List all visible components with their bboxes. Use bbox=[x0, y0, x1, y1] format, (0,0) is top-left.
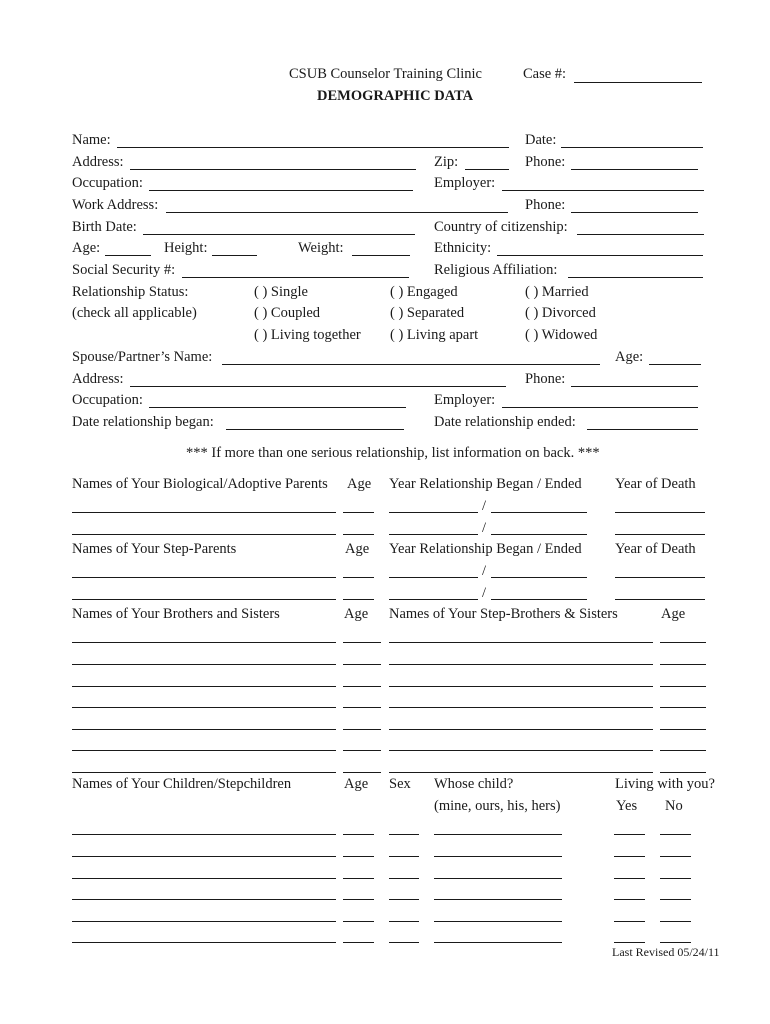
work-phone-label: Phone: bbox=[525, 197, 566, 213]
step-sibling-name-field[interactable] bbox=[389, 772, 653, 773]
step-parents-names-header: Names of Your Step-Parents bbox=[72, 541, 237, 557]
spouse-phone-field[interactable] bbox=[571, 386, 698, 387]
name-label: Name: bbox=[72, 132, 111, 148]
name-field[interactable] bbox=[72, 512, 336, 513]
sibling-age-field[interactable] bbox=[343, 707, 381, 708]
siblings-age-header: Age bbox=[344, 606, 369, 622]
step-sibling-age-field[interactable] bbox=[660, 664, 706, 665]
birth-date-label: Birth Date: bbox=[72, 219, 137, 235]
year-separator: / bbox=[482, 498, 487, 514]
child-sex-field[interactable] bbox=[389, 834, 419, 835]
spouse-phone-label: Phone: bbox=[525, 371, 566, 387]
height-field[interactable] bbox=[212, 255, 257, 256]
employer-label: Employer: bbox=[434, 175, 496, 191]
siblings-names-header: Names of Your Brothers and Sisters bbox=[72, 606, 280, 622]
year-separator: / bbox=[482, 520, 487, 536]
relationship-ended-label: Date relationship ended: bbox=[434, 414, 576, 430]
parents-death-header: Year of Death bbox=[615, 476, 696, 492]
year-ended-field[interactable] bbox=[491, 534, 587, 535]
children-sex-header: Sex bbox=[389, 776, 411, 792]
children-living-header: Living with you? bbox=[615, 776, 715, 792]
step-parents-death-header: Year of Death bbox=[615, 541, 696, 557]
year-of-death-field[interactable] bbox=[615, 599, 705, 600]
sibling-name-field[interactable] bbox=[72, 772, 336, 773]
name-field[interactable] bbox=[72, 577, 336, 578]
spouse-employer-label: Employer: bbox=[434, 392, 496, 408]
step-sibling-age-field[interactable] bbox=[660, 642, 706, 643]
ethnicity-field[interactable] bbox=[497, 255, 703, 256]
name-field[interactable] bbox=[72, 599, 336, 600]
year-of-death-field[interactable] bbox=[615, 512, 705, 513]
child-age-field[interactable] bbox=[343, 878, 374, 879]
child-name-field[interactable] bbox=[72, 834, 336, 835]
relationship-status-label: Relationship Status: bbox=[72, 284, 189, 300]
child-name-field[interactable] bbox=[72, 921, 336, 922]
phone-label: Phone: bbox=[525, 154, 566, 170]
year-began-field[interactable] bbox=[389, 534, 478, 535]
sibling-age-field[interactable] bbox=[343, 642, 381, 643]
children-living-no: No bbox=[665, 798, 683, 814]
sibling-name-field[interactable] bbox=[72, 729, 336, 730]
religion-label: Religious Affiliation: bbox=[434, 262, 558, 278]
child-name-field[interactable] bbox=[72, 856, 336, 857]
weight-label: Weight: bbox=[298, 240, 344, 256]
ethnicity-label: Ethnicity: bbox=[434, 240, 492, 256]
year-ended-field[interactable] bbox=[491, 577, 587, 578]
child-whose-field[interactable] bbox=[434, 942, 562, 943]
option-coupled[interactable]: ( ) Coupled bbox=[254, 305, 321, 321]
step-sibling-name-field[interactable] bbox=[389, 664, 653, 665]
child-whose-field[interactable] bbox=[434, 856, 562, 857]
child-whose-field[interactable] bbox=[434, 921, 562, 922]
spouse-age-field[interactable] bbox=[649, 364, 701, 365]
spouse-age-label: Age: bbox=[615, 349, 644, 365]
age-field[interactable] bbox=[343, 599, 374, 600]
sibling-age-field[interactable] bbox=[343, 772, 381, 773]
year-ended-field[interactable] bbox=[491, 599, 587, 600]
step-siblings-names-header: Names of Your Step-Brothers & Sisters bbox=[389, 606, 618, 622]
children-living-yes: Yes bbox=[616, 798, 638, 814]
phone-field[interactable] bbox=[571, 169, 698, 170]
age-field[interactable] bbox=[105, 255, 151, 256]
child-living-yes-field[interactable] bbox=[614, 856, 645, 857]
children-whose-header: Whose child? bbox=[434, 776, 514, 792]
date-field[interactable] bbox=[561, 147, 703, 148]
option-living-apart[interactable]: ( ) Living apart bbox=[390, 327, 479, 343]
sibling-age-field[interactable] bbox=[343, 664, 381, 665]
page-title: DEMOGRAPHIC DATA bbox=[317, 88, 474, 104]
option-living-together[interactable]: ( ) Living together bbox=[254, 327, 361, 343]
step-sibling-name-field[interactable] bbox=[389, 686, 653, 687]
birth-date-field[interactable] bbox=[143, 234, 415, 235]
child-age-field[interactable] bbox=[343, 856, 374, 857]
relationship-ended-field[interactable] bbox=[587, 429, 698, 430]
date-label: Date: bbox=[525, 132, 557, 148]
parents-years-header: Year Relationship Began / Ended bbox=[389, 476, 582, 492]
child-name-field[interactable] bbox=[72, 878, 336, 879]
weight-field[interactable] bbox=[352, 255, 410, 256]
option-single[interactable]: ( ) Single bbox=[254, 284, 308, 300]
employer-field[interactable] bbox=[502, 190, 704, 191]
address-field[interactable] bbox=[130, 169, 416, 170]
step-sibling-name-field[interactable] bbox=[389, 707, 653, 708]
step-sibling-name-field[interactable] bbox=[389, 729, 653, 730]
child-living-yes-field[interactable] bbox=[614, 878, 645, 879]
work-address-label: Work Address: bbox=[72, 197, 159, 213]
sibling-name-field[interactable] bbox=[72, 707, 336, 708]
work-address-field[interactable] bbox=[166, 212, 508, 213]
child-living-no-field[interactable] bbox=[660, 921, 691, 922]
option-separated[interactable]: ( ) Separated bbox=[390, 305, 465, 321]
case-number-label: Case #: bbox=[523, 66, 567, 82]
step-sibling-age-field[interactable] bbox=[660, 707, 706, 708]
age-field[interactable] bbox=[343, 534, 374, 535]
child-living-no-field[interactable] bbox=[660, 899, 691, 900]
year-ended-field[interactable] bbox=[491, 512, 587, 513]
child-name-field[interactable] bbox=[72, 942, 336, 943]
step-sibling-name-field[interactable] bbox=[389, 642, 653, 643]
child-age-field[interactable] bbox=[343, 942, 374, 943]
child-living-yes-field[interactable] bbox=[614, 899, 645, 900]
age-field[interactable] bbox=[343, 577, 374, 578]
child-age-field[interactable] bbox=[343, 834, 374, 835]
spouse-occupation-label: Occupation: bbox=[72, 392, 143, 408]
step-siblings-age-header: Age bbox=[661, 606, 686, 622]
religion-field[interactable] bbox=[568, 277, 703, 278]
option-divorced[interactable]: ( ) Divorced bbox=[525, 305, 596, 321]
option-engaged[interactable]: ( ) Engaged bbox=[390, 284, 458, 300]
spouse-name-label: Spouse/Partner’s Name: bbox=[72, 349, 213, 365]
child-sex-field[interactable] bbox=[389, 878, 419, 879]
child-living-no-field[interactable] bbox=[660, 856, 691, 857]
year-separator: / bbox=[482, 563, 487, 579]
case-number-field[interactable] bbox=[574, 82, 702, 83]
children-names-header: Names of Your Children/Stepchildren bbox=[72, 776, 292, 792]
sibling-age-field[interactable] bbox=[343, 750, 381, 751]
spouse-employer-field[interactable] bbox=[502, 407, 698, 408]
occupation-field[interactable] bbox=[149, 190, 413, 191]
sibling-name-field[interactable] bbox=[72, 686, 336, 687]
year-separator: / bbox=[482, 585, 487, 601]
sibling-name-field[interactable] bbox=[72, 642, 336, 643]
step-parents-age-header: Age bbox=[345, 541, 370, 557]
sibling-name-field[interactable] bbox=[72, 750, 336, 751]
age-field[interactable] bbox=[343, 512, 374, 513]
spouse-address-field[interactable] bbox=[130, 386, 506, 387]
ssn-label: Social Security #: bbox=[72, 262, 176, 278]
child-living-no-field[interactable] bbox=[660, 878, 691, 879]
zip-field[interactable] bbox=[465, 169, 509, 170]
child-living-yes-field[interactable] bbox=[614, 834, 645, 835]
parents-names-header: Names of Your Biological/Adoptive Parents bbox=[72, 476, 328, 492]
height-label: Height: bbox=[164, 240, 208, 256]
step-sibling-name-field[interactable] bbox=[389, 750, 653, 751]
spouse-address-label: Address: bbox=[72, 371, 124, 387]
child-age-field[interactable] bbox=[343, 899, 374, 900]
children-whose-hint: (mine, ours, his, hers) bbox=[434, 798, 561, 814]
child-living-no-field[interactable] bbox=[660, 834, 691, 835]
child-living-yes-field[interactable] bbox=[614, 921, 645, 922]
relationship-began-label: Date relationship began: bbox=[72, 414, 214, 430]
occupation-label: Occupation: bbox=[72, 175, 143, 191]
spouse-name-field[interactable] bbox=[222, 364, 600, 365]
year-began-field[interactable] bbox=[389, 599, 478, 600]
clinic-name: CSUB Counselor Training Clinic bbox=[289, 66, 482, 82]
country-field[interactable] bbox=[577, 234, 704, 235]
year-of-death-field[interactable] bbox=[615, 577, 705, 578]
child-whose-field[interactable] bbox=[434, 878, 562, 879]
relationship-note: *** If more than one serious relationship, list information on back. *** bbox=[186, 445, 600, 461]
child-sex-field[interactable] bbox=[389, 921, 419, 922]
spouse-occupation-field[interactable] bbox=[149, 407, 406, 408]
year-began-field[interactable] bbox=[389, 512, 478, 513]
child-name-field[interactable] bbox=[72, 899, 336, 900]
child-living-no-field[interactable] bbox=[660, 942, 691, 943]
zip-label: Zip: bbox=[434, 154, 459, 170]
child-sex-field[interactable] bbox=[389, 856, 419, 857]
name-field[interactable] bbox=[117, 147, 509, 148]
step-sibling-age-field[interactable] bbox=[660, 686, 706, 687]
address-label: Address: bbox=[72, 154, 124, 170]
child-whose-field[interactable] bbox=[434, 899, 562, 900]
relationship-began-field[interactable] bbox=[226, 429, 404, 430]
year-began-field[interactable] bbox=[389, 577, 478, 578]
sibling-age-field[interactable] bbox=[343, 686, 381, 687]
relationship-status-hint: (check all applicable) bbox=[72, 305, 197, 321]
parents-age-header: Age bbox=[347, 476, 372, 492]
step-sibling-age-field[interactable] bbox=[660, 729, 706, 730]
year-of-death-field[interactable] bbox=[615, 534, 705, 535]
last-revised: Last Revised 05/24/11 bbox=[612, 945, 720, 959]
name-field[interactable] bbox=[72, 534, 336, 535]
sibling-name-field[interactable] bbox=[72, 664, 336, 665]
child-age-field[interactable] bbox=[343, 921, 374, 922]
country-label: Country of citizenship: bbox=[434, 219, 568, 235]
child-sex-field[interactable] bbox=[389, 942, 419, 943]
ssn-field[interactable] bbox=[182, 277, 409, 278]
work-phone-field[interactable] bbox=[571, 212, 698, 213]
step-sibling-age-field[interactable] bbox=[660, 750, 706, 751]
child-sex-field[interactable] bbox=[389, 899, 419, 900]
option-widowed[interactable]: ( ) Widowed bbox=[525, 327, 598, 343]
step-sibling-age-field[interactable] bbox=[660, 772, 706, 773]
children-age-header: Age bbox=[344, 776, 369, 792]
step-parents-years-header: Year Relationship Began / Ended bbox=[389, 541, 582, 557]
sibling-age-field[interactable] bbox=[343, 729, 381, 730]
option-married[interactable]: ( ) Married bbox=[525, 284, 589, 300]
child-whose-field[interactable] bbox=[434, 834, 562, 835]
age-label: Age: bbox=[72, 240, 101, 256]
child-living-yes-field[interactable] bbox=[614, 942, 645, 943]
